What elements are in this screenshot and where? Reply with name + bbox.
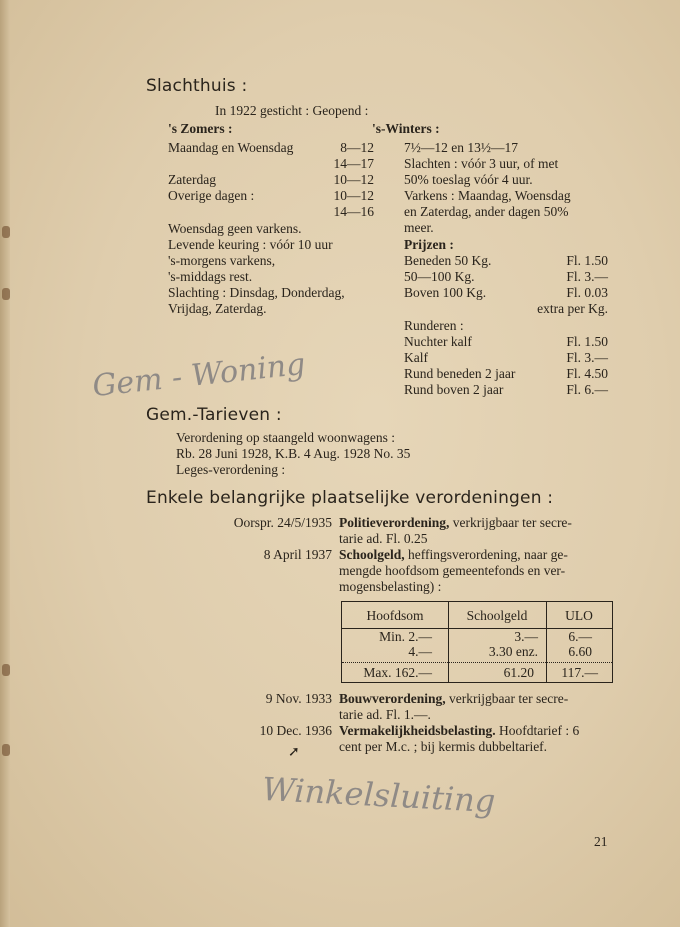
verordening-rest: heffingsverordening, naar ge- [408,547,568,562]
verordening-date: 10 Dec. 1936 [259,723,332,738]
zomers-note: Slachting : Dinsdag, Donderdag, [168,285,345,300]
runderen-row-value: Fl. 1.50 [566,334,608,349]
verordeningen-title: Enkele belangrijke plaatselijke verordeningen : [146,488,554,508]
zomers-row-value: 14—16 [333,204,374,219]
verordening-date: Oorspr. 24/5/1935 [233,515,332,530]
table-header: Schoolgeld [466,608,528,623]
runderen-row-label: Rund beneden 2 jaar [404,366,516,381]
zomers-note: Woensdag geen varkens. [168,221,302,236]
staple-mark [2,288,10,300]
zomers-row-value: 8—12 [340,140,374,155]
verordening-rest: verkrijgbaar ter secre- [449,691,569,706]
prijzen-extra: extra per Kg. [537,301,608,316]
table-cell: 3.— [514,629,538,644]
runderen-label: Runderen : [404,318,464,333]
handwritten-note: Winkelsluiting [261,769,497,821]
verordening-text [339,691,568,707]
table-cell: 61.20 [503,665,534,680]
winters-line: meer. [404,220,434,235]
runderen-row-value: Fl. 3.— [566,350,608,365]
tarieven-line: Leges-verordening : [176,462,286,477]
zomers-note: Vrijdag, Zaterdag. [168,301,267,316]
table-header: ULO [565,608,593,623]
zomers-note: 's-middags rest. [168,269,253,284]
tarieven-line: Rb. 28 Juni 1928, K.B. 4 Aug. 1928 No. 35 [176,446,411,461]
verordening-text [339,515,572,531]
slachthuis-title: Slachthuis : [146,76,248,96]
winters-line: 7½—12 en 13½—17 [404,140,518,155]
page-binding [0,0,10,927]
zomers-note: Levende keuring : vóór 10 uur [168,237,333,252]
table-cell: 6.— [568,629,592,644]
zomers-row-label: Overige dagen : [168,188,255,203]
prijzen-row-value: Fl. 1.50 [566,253,608,268]
table-cell: 6.60 [568,644,592,659]
prijzen-label: Prijzen : [404,237,454,252]
schoolgeld-table [341,601,613,683]
verordening-text [339,547,568,563]
staple-mark [2,664,10,676]
runderen-row-label: Rund boven 2 jaar [404,382,504,397]
staple-mark [2,744,10,756]
winters-line: en Zaterdag, ander dagen 50% [404,204,569,219]
page-number: 21 [594,834,608,849]
zomers-label: 's Zomers : [168,121,233,136]
table-cell: 117.— [561,665,598,680]
prijzen-row-value: Fl. 0.03 [566,285,608,300]
zomers-row-value: 10—12 [333,172,374,187]
verordening-date: 9 Nov. 1933 [265,691,332,706]
verordening-rest: verkrijgbaar ter secre- [452,515,572,530]
verordening-line: tarie ad. Fl. 1.—. [339,707,431,722]
zomers-note: 's-morgens varkens, [168,253,276,268]
runderen-row-value: Fl. 6.— [566,382,608,397]
runderen-row-value: Fl. 4.50 [566,366,608,381]
table-cell: Min. 2.— [379,629,432,644]
runderen-row-label: Nuchter kalf [404,334,472,349]
pencil-mark-icon: ➚ [288,745,300,760]
zomers-row-label: Zaterdag [168,172,216,187]
prijzen-row-label: Beneden 50 Kg. [404,253,492,268]
zomers-row-label: Maandag en Woensdag [168,140,294,155]
winters-line: Varkens : Maandag, Woensdag [404,188,571,203]
prijzen-row-label: 50—100 Kg. [404,269,475,284]
winters-line: 50% toeslag vóór 4 uur. [404,172,533,187]
table-cell: 3.30 enz. [488,644,538,659]
verordening-line: cent per M.c. ; bij kermis dubbeltarief. [339,739,548,754]
verordening-line: tarie ad. Fl. 0.25 [339,531,428,546]
runderen-row-label: Kalf [404,350,428,365]
winters-label: 's-Winters : [372,121,440,136]
verordening-rest: Hoofdtarief : 6 [499,723,580,738]
verordening-name: Schoolgeld, [339,547,405,562]
staple-mark [2,226,10,238]
table-cell: 4.— [408,644,432,659]
handwritten-note: Gem - Woning [90,346,307,405]
slachthuis-intro: In 1922 gesticht : Geopend : [215,103,369,118]
verordening-line: mogensbelasting) : [339,579,442,594]
prijzen-row-label: Boven 100 Kg. [404,285,487,300]
verordening-text [339,723,579,739]
zomers-row-value: 10—12 [333,188,374,203]
tarieven-title: Gem.-Tarieven : [146,405,282,425]
zomers-row-value: 14—17 [333,156,374,171]
winters-line: Slachten : vóór 3 uur, of met [404,156,559,171]
verordening-date: 8 April 1937 [263,547,332,562]
verordening-name: Politieverordening, [339,515,450,530]
verordening-line: mengde hoofdsom gemeentefonds en ver- [339,563,566,578]
verordening-name: Vermakelijkheidsbelasting. [339,723,496,738]
table-cell: Max. 162.— [363,665,432,680]
tarieven-line: Verordening op staangeld woonwagens : [176,430,395,445]
table-divider [342,662,612,663]
verordening-name: Bouwverordening, [339,691,446,706]
table-header: Hoofdsom [366,608,424,623]
prijzen-row-value: Fl. 3.— [566,269,608,284]
